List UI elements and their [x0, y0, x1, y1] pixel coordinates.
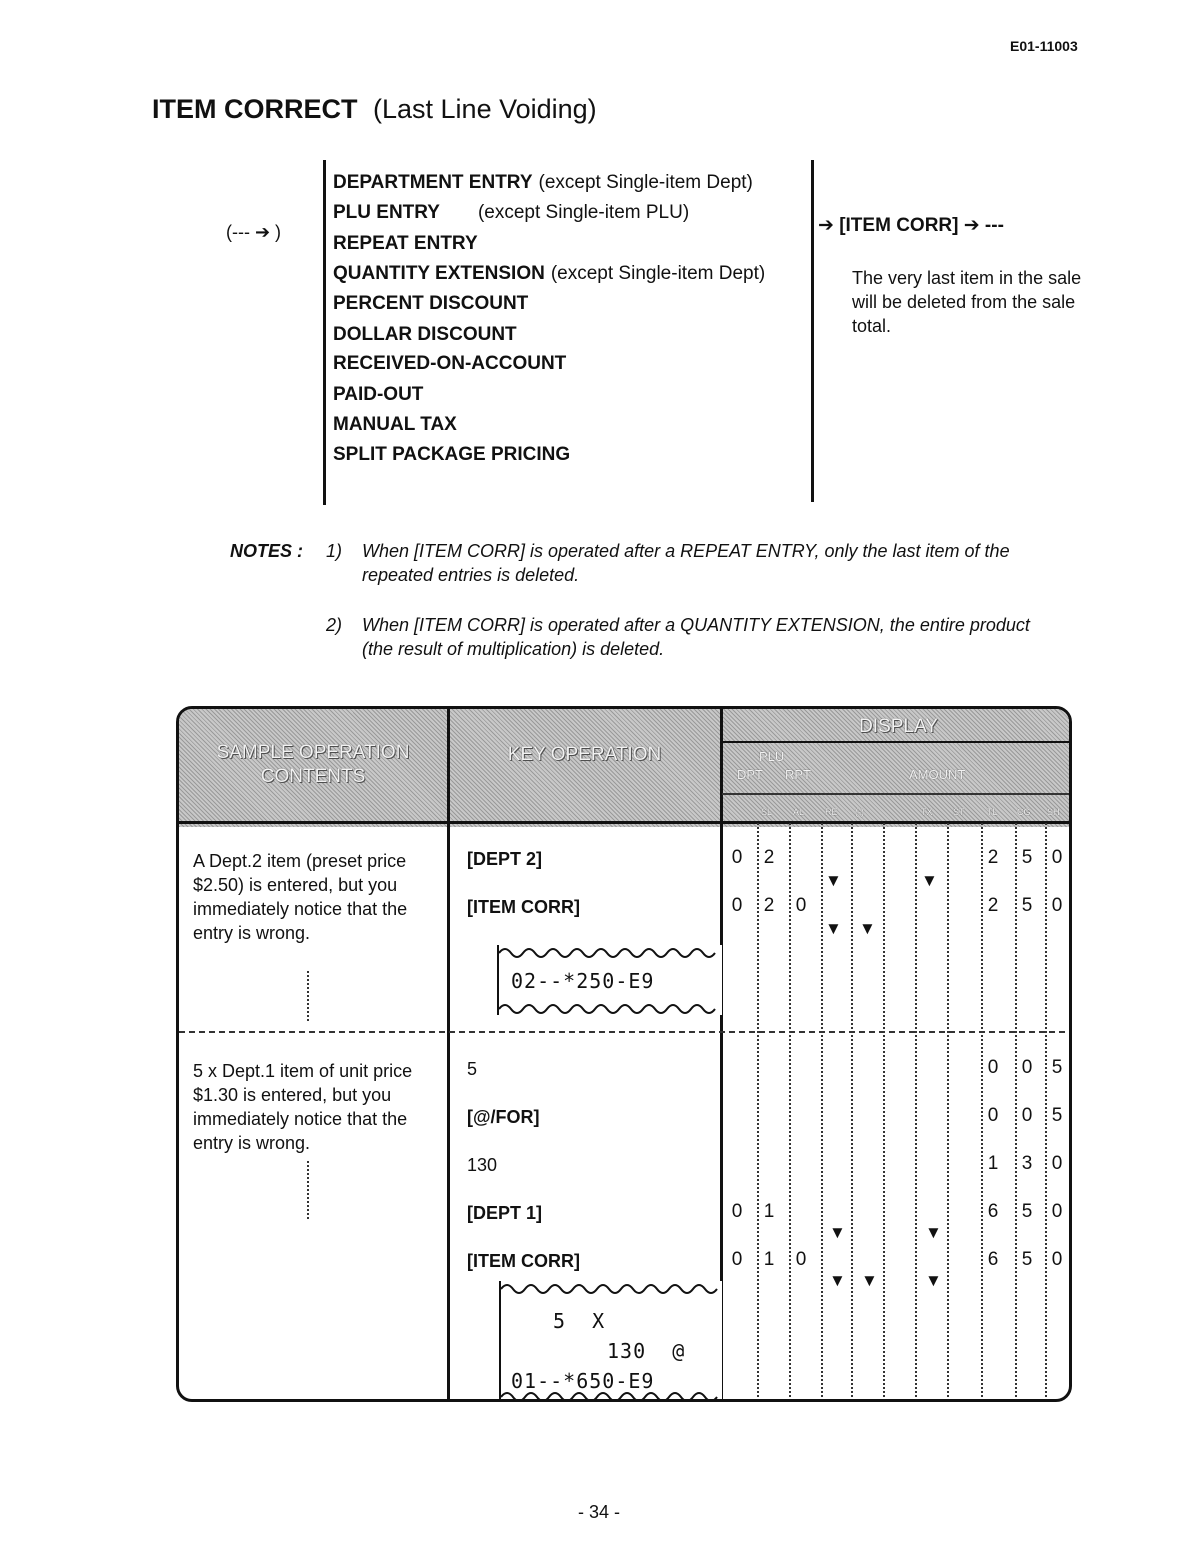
display-digit: 5	[1021, 1201, 1033, 1222]
page-title	[152, 94, 597, 125]
indicator-label: TX	[921, 807, 933, 817]
display-digit: 0	[1051, 1201, 1063, 1222]
receipt-printout	[499, 1281, 722, 1402]
display-digit: 0	[1021, 1057, 1033, 1078]
display-column	[789, 823, 791, 1402]
flow-entry: SPLIT PACKAGE PRICING	[333, 444, 571, 465]
title-main: ITEM CORRECT	[152, 94, 358, 124]
display-digit: 1	[987, 1153, 999, 1174]
note-number: 1)	[326, 541, 343, 561]
header-divider	[179, 821, 1072, 824]
display-digit: 5	[1051, 1057, 1063, 1078]
flow-entry: RECEIVED-ON-ACCOUNT	[333, 353, 567, 374]
display-digit: 5	[1051, 1105, 1063, 1126]
display-digit: 0	[731, 847, 743, 868]
flow-prefix: (--- ➔ )	[226, 222, 282, 242]
flow-entry: MANUAL TAX	[333, 414, 457, 435]
header-dpt: DPT	[737, 767, 763, 782]
display-digit: 2	[987, 847, 999, 868]
display-column	[1045, 823, 1047, 1402]
column-divider	[447, 709, 450, 1402]
header-sample-contents: SAMPLE OPERATION CONTENTS	[216, 742, 410, 787]
display-digit: 0	[1051, 1153, 1063, 1174]
display-digit: 0	[1051, 847, 1063, 868]
display-column	[915, 823, 917, 1402]
header-plu: PLU	[759, 749, 785, 764]
key-step: [DEPT 1]	[467, 1203, 543, 1223]
indicator-label: ST	[953, 807, 965, 817]
flow-left-bracket	[323, 160, 326, 505]
header-key-operation: KEY OPERATION	[507, 744, 662, 765]
display-digit: 0	[1051, 895, 1063, 916]
indicator-label: RE	[825, 807, 838, 817]
page-number: - 34 -	[578, 1502, 621, 1522]
display-digit: 0	[795, 1249, 807, 1270]
display-digit: 0	[1021, 1105, 1033, 1126]
display-indicator-divider	[722, 793, 1072, 795]
display-sub-divider	[722, 741, 1072, 743]
receipt-printout	[497, 945, 722, 1015]
indicator-triangle: ▼	[859, 919, 876, 938]
display-digit: 0	[731, 1201, 743, 1222]
row2-contents: 5 x Dept.1 item of unit price $1.30 is entered, but you immediately notice that the entry is wrong.	[193, 1061, 413, 1153]
flow-description: The very last item in the sale will be deleted from the sale total.	[852, 268, 1082, 336]
header-display: DISPLAY	[859, 716, 938, 737]
key-step: [ITEM CORR]	[467, 897, 580, 917]
display-digit: 6	[987, 1249, 999, 1270]
display-digit: 2	[987, 895, 999, 916]
indicator-label: SH	[1047, 807, 1060, 817]
indicator-triangle: ▼	[861, 1271, 878, 1290]
key-step: [DEPT 2]	[467, 849, 543, 869]
display-column	[757, 823, 759, 1402]
flow-result: ➔ [ITEM CORR] ➔ ---	[818, 215, 1004, 236]
display-digit: 0	[987, 1105, 999, 1126]
display-digit: 5	[1021, 895, 1033, 916]
display-digit: 2	[763, 847, 775, 868]
document-id: E01-11003	[1010, 38, 1078, 54]
key-step: 130	[467, 1155, 498, 1175]
row1-contents: A Dept.2 item (preset price $2.50) is entered, but you immediately notice that the entry is wrong.	[193, 851, 408, 943]
flow-entry: PERCENT DISCOUNT	[333, 293, 529, 314]
key-step: [ITEM CORR]	[467, 1251, 580, 1271]
display-column	[851, 823, 853, 1402]
indicator-triangle: ▼	[825, 871, 842, 890]
key-step: [@/FOR]	[467, 1107, 540, 1127]
receipt-line: 02--*250-E9	[511, 969, 655, 993]
receipt-line: 5 X	[553, 1309, 606, 1333]
receipt-line: 130 @	[607, 1339, 686, 1363]
indicator-triangle: ▼	[825, 919, 842, 938]
note-text: When [ITEM CORR] is operated after a QUANTITY EXTENSION, the entire product (the result of multiplication) is deleted.	[362, 615, 1030, 659]
indicator-triangle: ▼	[829, 1223, 846, 1242]
key-step: 5	[467, 1059, 478, 1079]
display-column	[883, 823, 885, 1402]
flow-entry: PAID-OUT	[333, 384, 424, 405]
display-column	[981, 823, 983, 1402]
display-column	[1015, 823, 1017, 1402]
display-digit: 0	[731, 1249, 743, 1270]
flow-entry: QUANTITY EXTENSION (except Single-item Dept)	[333, 263, 766, 284]
header-amount: AMOUNT	[909, 767, 966, 782]
display-digit: 2	[763, 895, 775, 916]
indicator-label: CG	[1017, 807, 1031, 817]
notes-heading: NOTES :	[230, 541, 304, 561]
flow-entry: DOLLAR DISCOUNT	[333, 324, 517, 345]
display-column	[947, 823, 949, 1402]
display-digit: 0	[987, 1057, 999, 1078]
sample-operation-table	[176, 706, 1072, 1402]
display-digit: 5	[1021, 1249, 1033, 1270]
display-digit: 0	[1051, 1249, 1063, 1270]
row-separator	[179, 1031, 1072, 1033]
indicator-label: (-)	[855, 807, 864, 817]
display-digit: 3	[1021, 1153, 1033, 1174]
title-sub: (Last Line Voiding)	[373, 94, 597, 124]
header-rpt: RPT	[785, 767, 811, 782]
note-text: When [ITEM CORR] is operated after a REPEAT ENTRY, only the last item of the repeated entries is deleted.	[362, 541, 1010, 585]
indicator-triangle: ▼	[921, 871, 938, 890]
display-digit: 1	[763, 1201, 775, 1222]
flow-entry: DEPARTMENT ENTRY (except Single-item Dept)	[333, 172, 753, 193]
indicator-triangle: ▼	[925, 1223, 942, 1242]
continuation-dots	[307, 1161, 309, 1219]
indicator-triangle: ▼	[829, 1271, 846, 1290]
indicator-triangle: ▼	[925, 1271, 942, 1290]
note-number: 2)	[326, 615, 343, 635]
indicator-label: SL	[761, 807, 773, 817]
flow-right-bracket	[811, 160, 814, 502]
display-digit: 0	[795, 895, 807, 916]
flow-entry: REPEAT ENTRY	[333, 233, 478, 254]
receipt-line: 01--*650-E9	[511, 1369, 655, 1393]
continuation-dots	[307, 971, 309, 1021]
display-column	[821, 823, 823, 1402]
display-digit: 1	[763, 1249, 775, 1270]
indicator-label: TL	[987, 807, 998, 817]
display-digit: 6	[987, 1201, 999, 1222]
indicator-label: AL	[793, 807, 805, 817]
display-digit: 0	[731, 895, 743, 916]
flow-entry: PLU ENTRY (except Single-item PLU)	[333, 202, 690, 223]
display-digit: 5	[1021, 847, 1033, 868]
